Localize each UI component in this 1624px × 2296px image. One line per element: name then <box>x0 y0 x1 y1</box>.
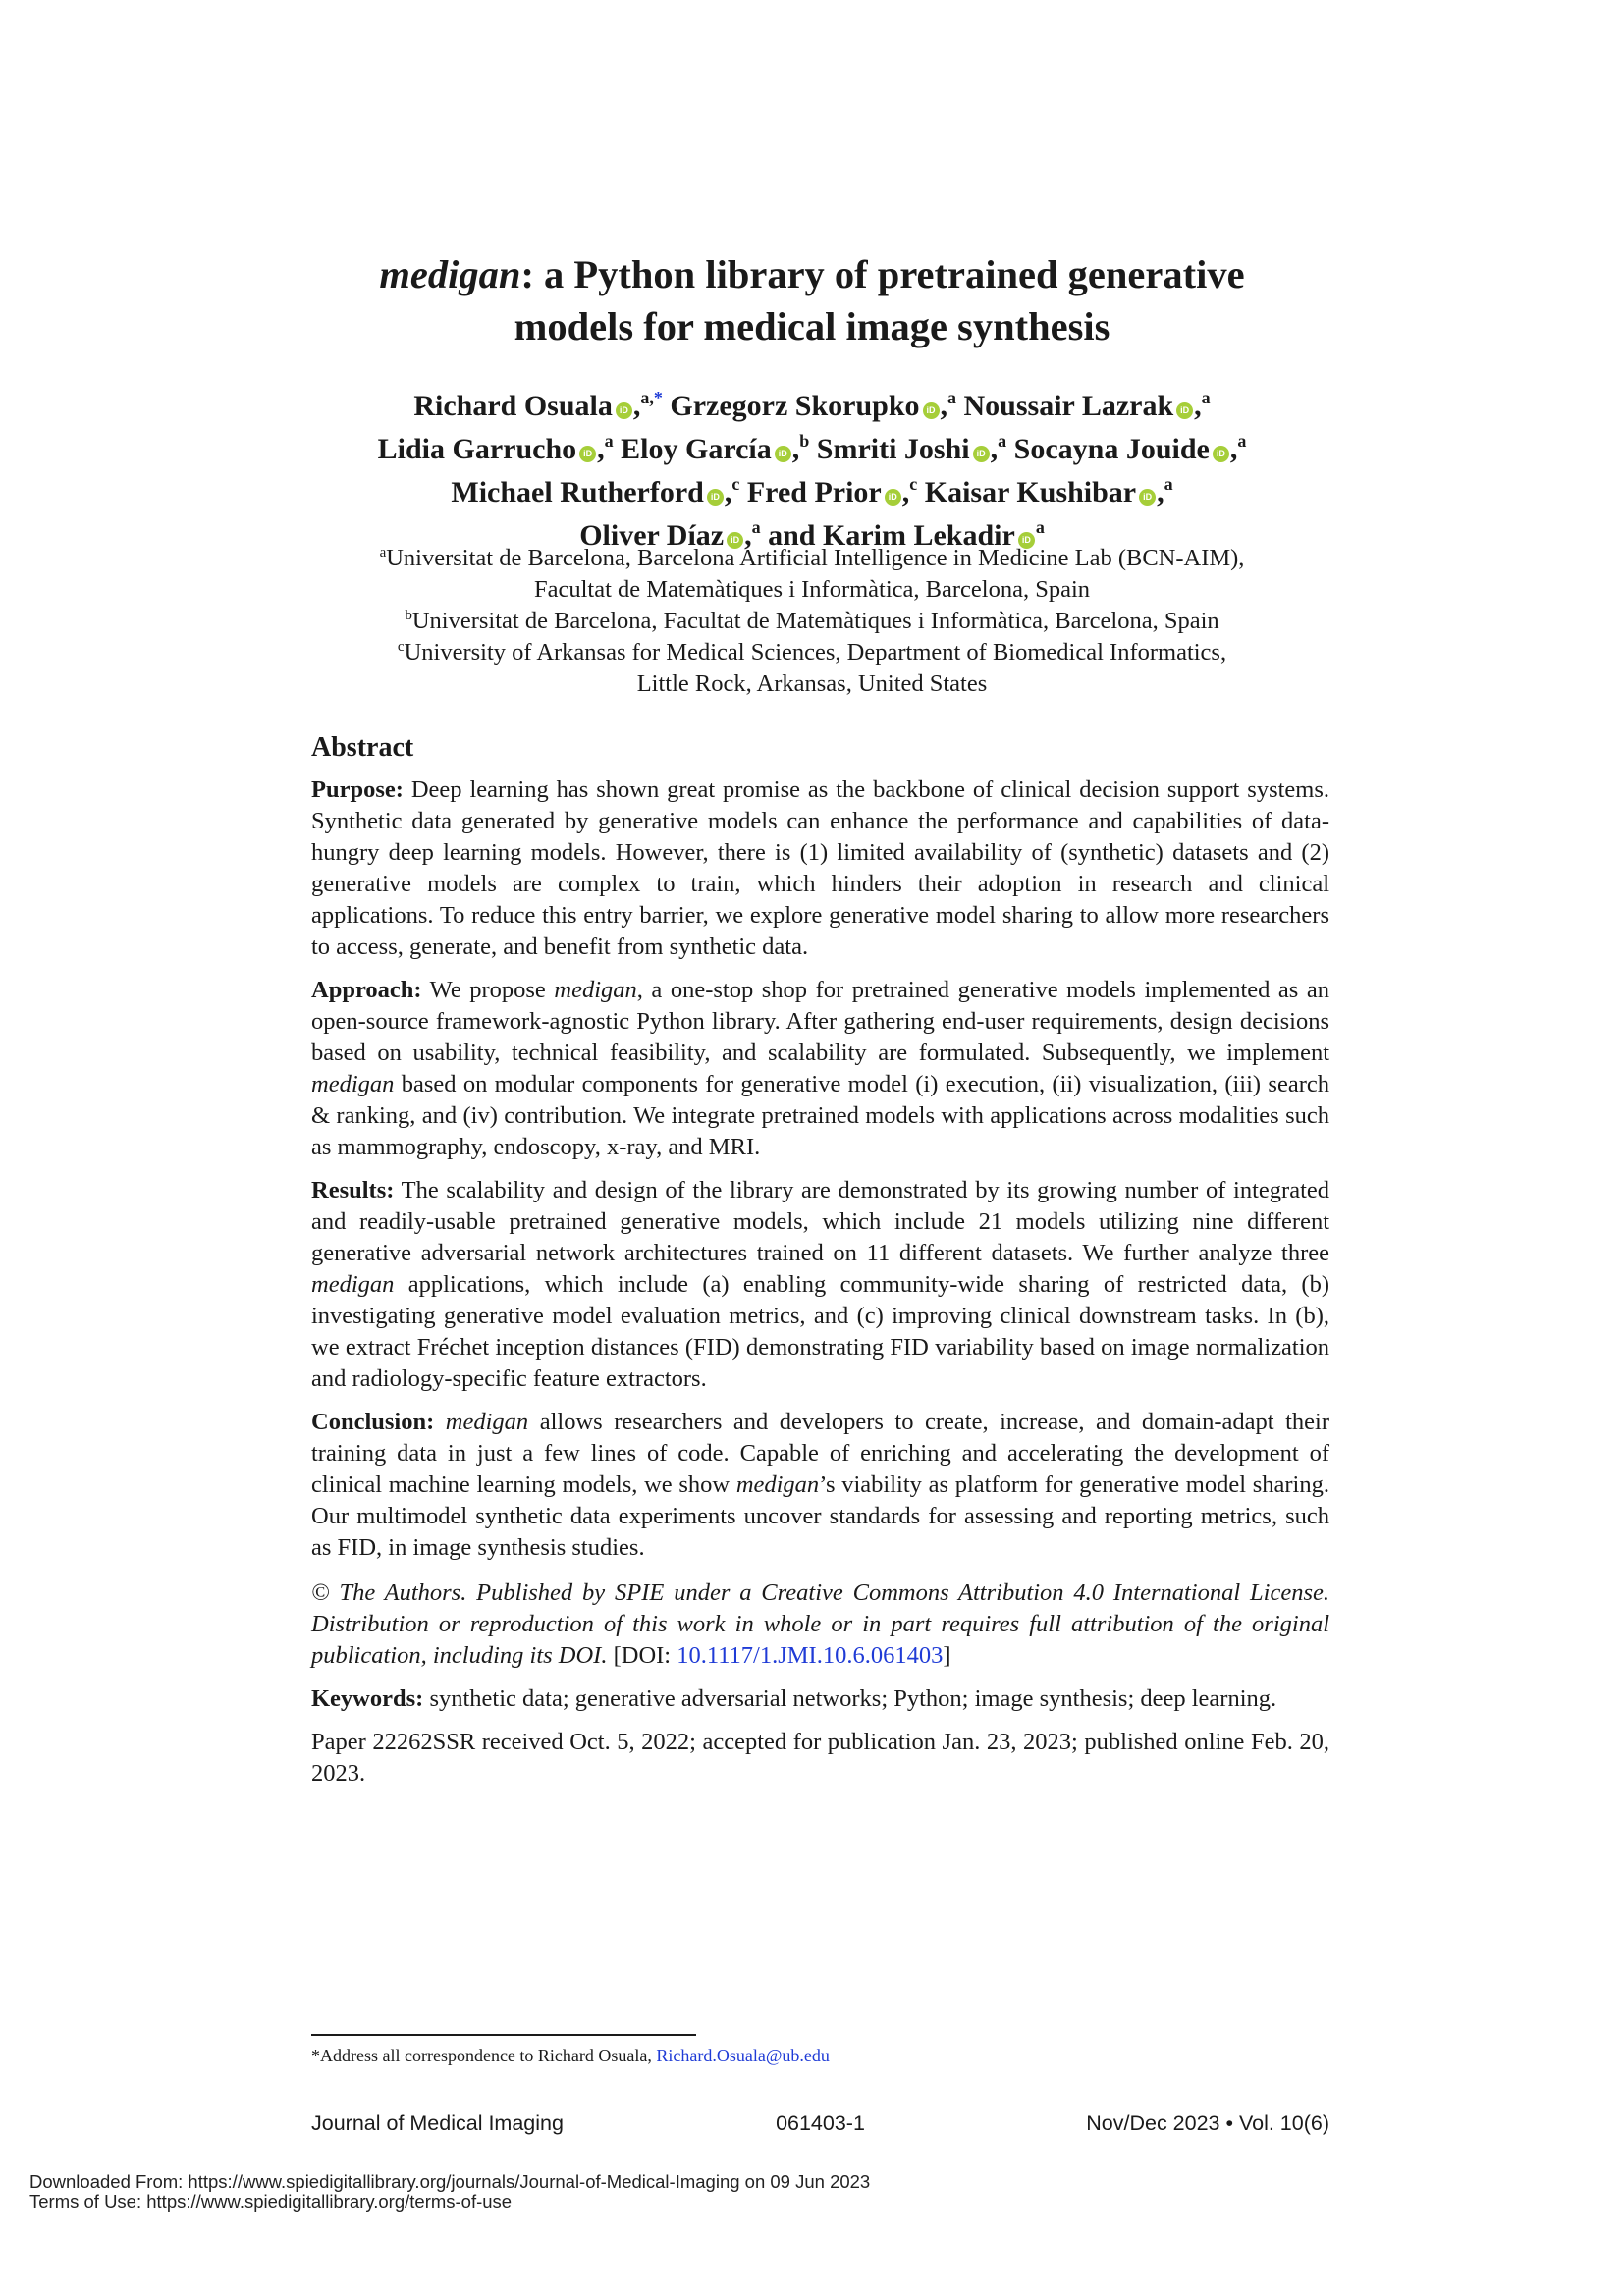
orcid-icon[interactable]: iD <box>1018 532 1035 549</box>
orcid-icon[interactable]: iD <box>707 489 724 506</box>
orcid-icon[interactable]: iD <box>1139 489 1156 506</box>
orcid-icon[interactable]: iD <box>973 446 990 462</box>
correspondence-email-link[interactable]: Richard.Osuala@ub.edu <box>656 2046 830 2065</box>
affiliation-c: $^c$University of Arkansas for Medical Sciences, Department of Biomedical Informatics, <box>397 639 1227 666</box>
affiliation-a-line2: Facultat de Matemàtiques i Informàtica, Barcelona, Spain <box>533 576 1091 603</box>
correspondence-footnote: *Address all correspondence to Richard Osuala, Richard.Osuala@ub.edu <box>311 2046 830 2065</box>
abstract-section <box>311 730 1329 1801</box>
author-richard-osuala: Richard Osuala iD ,$^{a,*}$ <box>413 388 663 422</box>
paper-info: Paper 22262SSR received Oct. 5, 2022; accepted for publication Jan. 23, 2023; published online Feb. 20, 2023. <box>311 1729 1329 1787</box>
footnote-divider <box>311 2034 696 2036</box>
orcid-icon[interactable]: iD <box>923 402 940 419</box>
author-list <box>245 385 1379 558</box>
orcid-icon[interactable]: iD <box>775 446 791 462</box>
download-notice <box>29 2172 870 2212</box>
footer-page-id: 061403-1 <box>776 2111 865 2135</box>
affiliation-b: $^b$Universitat de Barcelona, Facultat de Matemàtiques i Informàtica, Barcelona, Spain <box>405 608 1219 634</box>
author-eloy-garcia: Eloy García iD ,$^b$ <box>621 431 810 465</box>
abstract-conclusion: Conclusion: medigan allows researchers and developers to create, increase, and domain-adapt their training data in just a few lines of code. Capable of enriching and accelerating the development of clinical machine learning models, we show medigan’s viability as platform for generative model sharing. Our multimodel synthetic data experiments uncover standards for assessing and reporting metrics, such as FID, in image synthesis studies. <box>311 1409 1330 1561</box>
author-kaisar-kushibar: Kaisar Kushibar iD ,$^a$ <box>924 474 1173 508</box>
terms-of-use-line[interactable]: Terms of Use: https://www.spiedigitallibrary.org/terms-of-use <box>29 2191 513 2212</box>
download-source-line[interactable]: Downloaded From: https://www.spiedigitallibrary.org/journals/Journal-of-Medical-Imaging on 09 Jun 2023 <box>29 2171 871 2192</box>
author-socayna-jouide: Socayna Jouide iD ,$^a$ <box>1013 431 1247 465</box>
orcid-icon[interactable]: iD <box>1213 446 1229 462</box>
footer-journal-name: Journal of Medical Imaging <box>311 2111 564 2135</box>
abstract-approach: Approach: We propose medigan, a one-stop shop for pretrained generative models implemented as an open-source framework-agnostic Python library. After gathering end-user requirements, design decisions based on usability, technical feasibility, and scalability are formulated. Subsequently, we implement medigan based on modular components for generative model (i) execution, (ii) visualization, (iii) search & ranking, and (iv) contribution. We integrate pretrained models with applications across modalities such as mammography, endoscopy, x-ray, and MRI. <box>311 977 1330 1160</box>
author-oliver-diaz: Oliver Díaz iD ,$^a$ <box>579 517 761 552</box>
doi-link[interactable]: 10.1117/1.JMI.10.6.061403 <box>677 1642 944 1669</box>
orcid-icon[interactable]: iD <box>579 446 596 462</box>
affiliation-c-line2: Little Rock, Arkansas, United States <box>636 670 988 697</box>
orcid-icon[interactable]: iD <box>727 532 743 549</box>
orcid-icon[interactable]: iD <box>616 402 632 419</box>
affiliation-a: $^a$Universitat de Barcelona, Barcelona Artificial Intelligence in Medicine Lab (BCN-AIM), <box>379 545 1245 571</box>
title-line1-rest: : a Python library of pretrained generative <box>520 252 1245 296</box>
affiliations <box>245 543 1379 700</box>
author-michael-rutherford: Michael Rutherford iD ,$^c$ <box>451 474 740 508</box>
author-noussair-lazrak: Noussair Lazrak iD ,$^a$ <box>963 388 1211 422</box>
running-footer <box>311 2109 1329 2138</box>
corresponding-author-star[interactable]: * <box>653 388 663 407</box>
title-library-name: medigan <box>379 252 521 296</box>
keywords: Keywords: synthetic data; generative adversarial networks; Python; image synthesis; deep learning. <box>311 1685 1277 1712</box>
paper-title <box>245 248 1379 352</box>
abstract-purpose: Purpose: Deep learning has shown great promise as the backbone of clinical decision support systems. Synthetic data generated by generative models can enhance the performance and capabilities of data-hungry deep learning models. However, there is (1) limited availability of (synthetic) datasets and (2) generative models are complex to train, which hinders their adoption in research and clinical applications. To reduce this entry barrier, we explore generative model sharing to allow more researchers to access, generate, and benefit from synthetic data. <box>311 776 1329 960</box>
footer-issue: Nov/Dec 2023 • Vol. 10(6) <box>1086 2111 1329 2135</box>
title-line2: models for medical image synthesis <box>514 304 1110 348</box>
author-smriti-joshi: Smriti Joshi iD ,$^a$ <box>816 431 1007 465</box>
orcid-icon[interactable]: iD <box>1176 402 1193 419</box>
author-karim-lekadir: and Karim Lekadir $iD^a$ <box>768 517 1045 552</box>
orcid-icon[interactable]: iD <box>885 489 901 506</box>
abstract-results: Results: The scalability and design of the library are demonstrated by its growing number of integrated and readily-usable pretrained generative models, which include 21 models utilizing nine different generative adversarial network architectures trained on 11 different datasets. We further analyze three medigan applications, which include (a) enabling community-wide sharing of restricted data, (b) investigating generative model evaluation metrics, and (c) improving clinical downstream tasks. In (b), we extract Fréchet inception distances (FID) demonstrating FID variability based on image normalization and radiology-specific feature extractors. <box>311 1177 1329 1392</box>
copyright-notice: © The Authors. Published by SPIE under a Creative Commons Attribution 4.0 International License. Distribution or reproduction of this work in whole or in part requires full attribution of the original publication, including its DOI. [DOI: 10.1117/1.JMI.10.6.061403] <box>311 1579 1329 1669</box>
abstract-heading: Abstract <box>311 732 414 763</box>
author-lidia-garrucho: Lidia Garrucho iD ,$^a$ <box>377 431 614 465</box>
author-fred-prior: Fred Prior iD ,$^c$ <box>746 474 918 508</box>
author-grzegorz-skorupko: Grzegorz Skorupko iD ,$^a$ <box>670 388 957 422</box>
